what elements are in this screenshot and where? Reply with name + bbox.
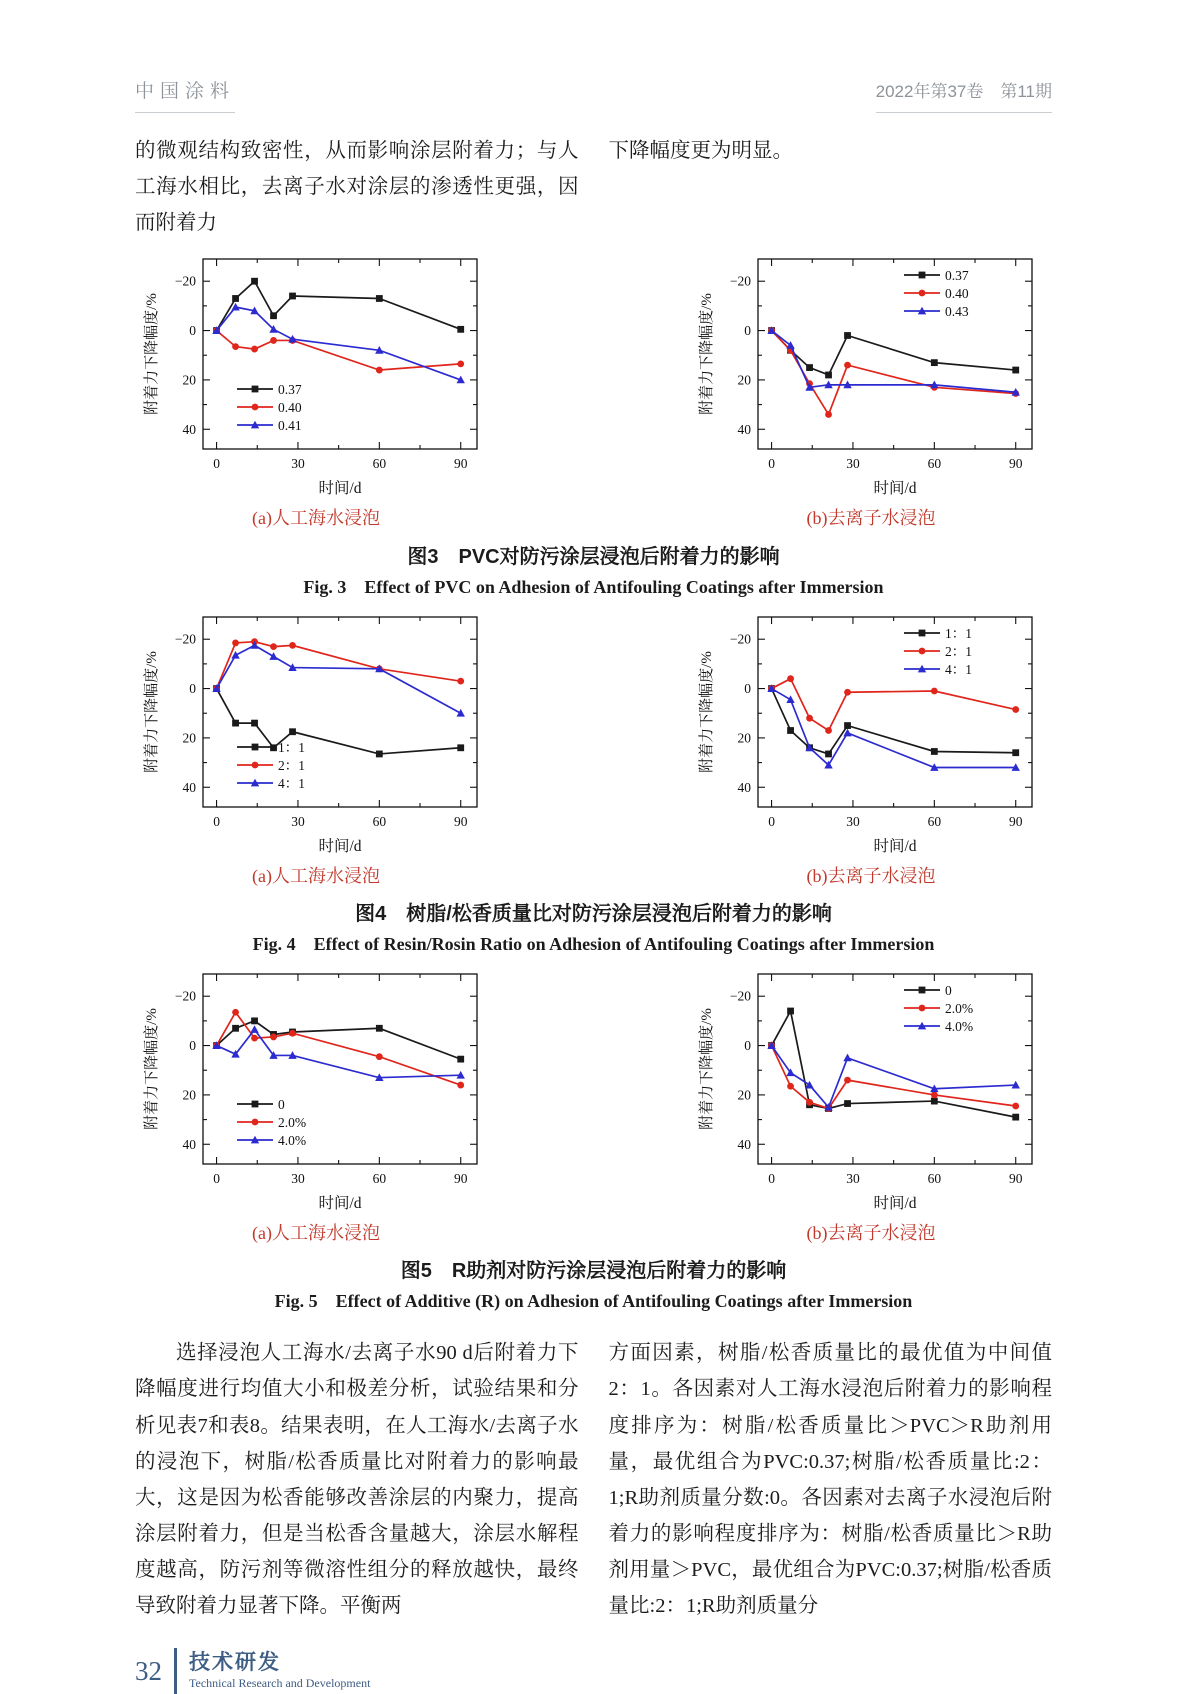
figure-4-charts: [135, 609, 1052, 888]
svg-text:90: 90: [453, 813, 468, 829]
svg-text:附着力下降幅度/%: 附着力下降幅度/%: [699, 650, 715, 773]
svg-text:附着力下降幅度/%: 附着力下降幅度/%: [144, 1008, 160, 1130]
intro-text: [135, 133, 1052, 241]
svg-text:4.0%: 4.0%: [945, 1019, 974, 1035]
svg-text:4.0%: 4.0%: [278, 1133, 307, 1149]
fig3-caption-cn: 图3 PVC对防污涂层浸泡后附着力的影响: [407, 545, 780, 568]
svg-text:0: 0: [744, 680, 751, 696]
svg-text:−20: −20: [729, 631, 751, 647]
body-left-column: 选择浸泡人工海水/去离子水90 d后附着力下降幅度进行均值大小和极差分析，试验结果和分析见表7和表8。结果表明，在人工海水/去离子水的浸泡下，树脂/松香质量比对附着力的影响最大，这是因为松香能够改善涂层的内聚力，提高涂层附着力，但是当松香含量越大，涂层水解程度越高，防污剂等微溶性组分的释放越快，最终导致附着力显著下降。平衡两: [135, 1342, 579, 1617]
figure-3-caption: [135, 540, 1052, 599]
fig3-subcaption-a: (a)人工海水浸泡: [252, 508, 380, 529]
figure-4-panel-a: [141, 609, 491, 888]
footer-divider: [174, 1648, 177, 1694]
svg-text:时间/d: 时间/d: [873, 1195, 917, 1213]
svg-text:2：1: 2：1: [278, 757, 305, 773]
fig5-caption-cn: 图5 R助剂对防污涂层浸泡后附着力的影响: [400, 1260, 787, 1283]
journal-name: 中国涂料: [135, 76, 235, 113]
svg-text:30: 30: [846, 456, 860, 472]
svg-text:40: 40: [182, 421, 196, 437]
fig4-subcaption-a: (a)人工海水浸泡: [252, 865, 380, 886]
svg-text:0: 0: [744, 1038, 751, 1054]
figure-5: [135, 966, 1052, 1313]
svg-text:0.41: 0.41: [278, 418, 302, 434]
svg-text:30: 30: [291, 456, 305, 472]
figure-3: [135, 251, 1052, 598]
svg-text:0: 0: [768, 456, 775, 472]
svg-text:60: 60: [372, 1171, 387, 1187]
svg-text:90: 90: [453, 1171, 468, 1187]
svg-text:20: 20: [737, 372, 751, 388]
svg-text:0.37: 0.37: [278, 382, 302, 398]
body-right-column: 方面因素，树脂/松香质量比的最优值为中间值2：1。各因素对人工海水浸泡后附着力的影响程度排序为：树脂/松香质量比＞PVC＞R助剂用量，最优组合为PVC:0.37;树脂/松香质量比:2：1;R助剂质量分数:0。各因素对去离子水浸泡后附着力的影响程度排序为：树脂/松香质量比＞R助剂用量＞PVC，最优组合为PVC:0.37;树脂/松香质量比:2：1;R助剂质量分: [608, 1342, 1052, 1617]
svg-text:0: 0: [768, 1171, 775, 1187]
svg-text:0: 0: [189, 680, 196, 696]
page-header: [135, 76, 1052, 113]
fig3-subcaption-b: (b)去离子水浸泡: [806, 508, 936, 529]
svg-text:90: 90: [1008, 813, 1023, 829]
svg-text:−20: −20: [729, 988, 751, 1004]
figure-3-panel-b: [696, 251, 1046, 530]
svg-text:−20: −20: [729, 273, 751, 289]
svg-text:0: 0: [768, 813, 775, 829]
svg-text:60: 60: [927, 456, 942, 472]
svg-text:0.40: 0.40: [945, 286, 969, 302]
page-footer: [135, 1648, 1052, 1694]
svg-text:时间/d: 时间/d: [318, 480, 362, 498]
svg-text:0.37: 0.37: [945, 268, 969, 284]
footer-section: [189, 1650, 370, 1692]
svg-text:30: 30: [846, 1171, 860, 1187]
svg-text:60: 60: [372, 456, 387, 472]
fig3-caption-en: Fig. 3 Effect of PVC on Adhesion of Antifouling Coatings after Immersion: [303, 576, 884, 597]
fig4-caption-cn: 图4 树脂/松香质量比对防污涂层浸泡后附着力的影响: [355, 903, 832, 926]
fig5-chart-b: [696, 966, 1046, 1221]
issue-info: 2022年第37卷 第11期: [876, 77, 1052, 113]
figure-3-panel-a: [141, 251, 491, 530]
svg-text:30: 30: [291, 813, 305, 829]
fig4-chart-a: [141, 609, 491, 864]
fig4-chart-b: [696, 609, 1046, 864]
svg-text:−20: −20: [174, 631, 196, 647]
svg-text:20: 20: [737, 1087, 751, 1103]
svg-text:附着力下降幅度/%: 附着力下降幅度/%: [699, 1008, 715, 1130]
svg-text:0: 0: [213, 1171, 220, 1187]
svg-text:60: 60: [927, 1171, 942, 1187]
svg-text:0: 0: [278, 1097, 285, 1113]
svg-text:0: 0: [744, 323, 751, 339]
intro-right-column: 下降幅度更为明显。: [608, 140, 793, 162]
figure-4-caption: [135, 897, 1052, 956]
svg-text:20: 20: [182, 1087, 196, 1103]
figure-5-panel-a: [141, 966, 491, 1245]
svg-text:附着力下降幅度/%: 附着力下降幅度/%: [144, 650, 160, 773]
svg-text:附着力下降幅度/%: 附着力下降幅度/%: [144, 293, 160, 416]
svg-text:40: 40: [737, 1136, 751, 1152]
fig5-subcaption-b: (b)去离子水浸泡: [806, 1223, 936, 1244]
footer-section-en: Technical Research and Development: [189, 1676, 371, 1691]
svg-text:0: 0: [213, 456, 220, 472]
svg-text:0: 0: [189, 1038, 196, 1054]
svg-text:1：1: 1：1: [278, 739, 305, 755]
svg-text:0: 0: [213, 813, 220, 829]
svg-text:0: 0: [189, 323, 196, 339]
svg-text:20: 20: [182, 730, 196, 746]
svg-text:时间/d: 时间/d: [873, 837, 917, 855]
intro-left-column: 的微观结构致密性，从而影响涂层附着力；与人工海水相比，去离子水对涂层的渗透性更强，因而附着力: [135, 140, 579, 235]
svg-text:0.43: 0.43: [945, 304, 969, 320]
svg-text:30: 30: [291, 1171, 305, 1187]
svg-text:40: 40: [182, 779, 196, 795]
svg-text:时间/d: 时间/d: [318, 837, 362, 855]
body-text: [135, 1335, 1052, 1624]
svg-text:90: 90: [1008, 1171, 1023, 1187]
footer-section-cn: 技术研发: [189, 1651, 281, 1675]
figure-5-panel-b: [696, 966, 1046, 1245]
svg-text:40: 40: [737, 421, 751, 437]
fig3-chart-a: [141, 251, 491, 506]
svg-text:40: 40: [182, 1136, 196, 1152]
svg-text:90: 90: [453, 456, 468, 472]
figure-4: [135, 609, 1052, 956]
svg-text:1：1: 1：1: [945, 625, 972, 641]
fig5-subcaption-a: (a)人工海水浸泡: [252, 1223, 380, 1244]
svg-text:30: 30: [846, 813, 860, 829]
svg-text:90: 90: [1008, 456, 1023, 472]
page-number: 32: [135, 1655, 162, 1686]
svg-text:2.0%: 2.0%: [945, 1001, 974, 1017]
figure-5-charts: [135, 966, 1052, 1245]
svg-text:附着力下降幅度/%: 附着力下降幅度/%: [699, 293, 715, 416]
figure-4-panel-b: [696, 609, 1046, 888]
svg-text:−20: −20: [174, 273, 196, 289]
svg-text:时间/d: 时间/d: [318, 1195, 362, 1213]
figure-3-charts: [135, 251, 1052, 530]
fig4-caption-en: Fig. 4 Effect of Resin/Rosin Ratio on Adhesion of Antifouling Coatings after Immersion: [252, 934, 935, 955]
fig5-chart-a: [141, 966, 491, 1221]
svg-text:0: 0: [945, 983, 952, 999]
svg-text:0.40: 0.40: [278, 400, 302, 416]
fig3-chart-b: [696, 251, 1046, 506]
svg-text:−20: −20: [174, 988, 196, 1004]
figure-5-caption: [135, 1254, 1052, 1313]
svg-text:4：1: 4：1: [278, 775, 305, 791]
svg-text:2：1: 2：1: [945, 643, 972, 659]
svg-text:20: 20: [737, 730, 751, 746]
svg-text:时间/d: 时间/d: [873, 480, 917, 498]
fig5-caption-en: Fig. 5 Effect of Additive (R) on Adhesion of Antifouling Coatings after Immersion: [274, 1291, 913, 1312]
svg-text:20: 20: [182, 372, 196, 388]
svg-text:60: 60: [372, 813, 387, 829]
svg-text:60: 60: [927, 813, 942, 829]
svg-text:4：1: 4：1: [945, 661, 972, 677]
fig4-subcaption-b: (b)去离子水浸泡: [806, 865, 936, 886]
svg-text:40: 40: [737, 779, 751, 795]
svg-text:2.0%: 2.0%: [278, 1115, 307, 1131]
